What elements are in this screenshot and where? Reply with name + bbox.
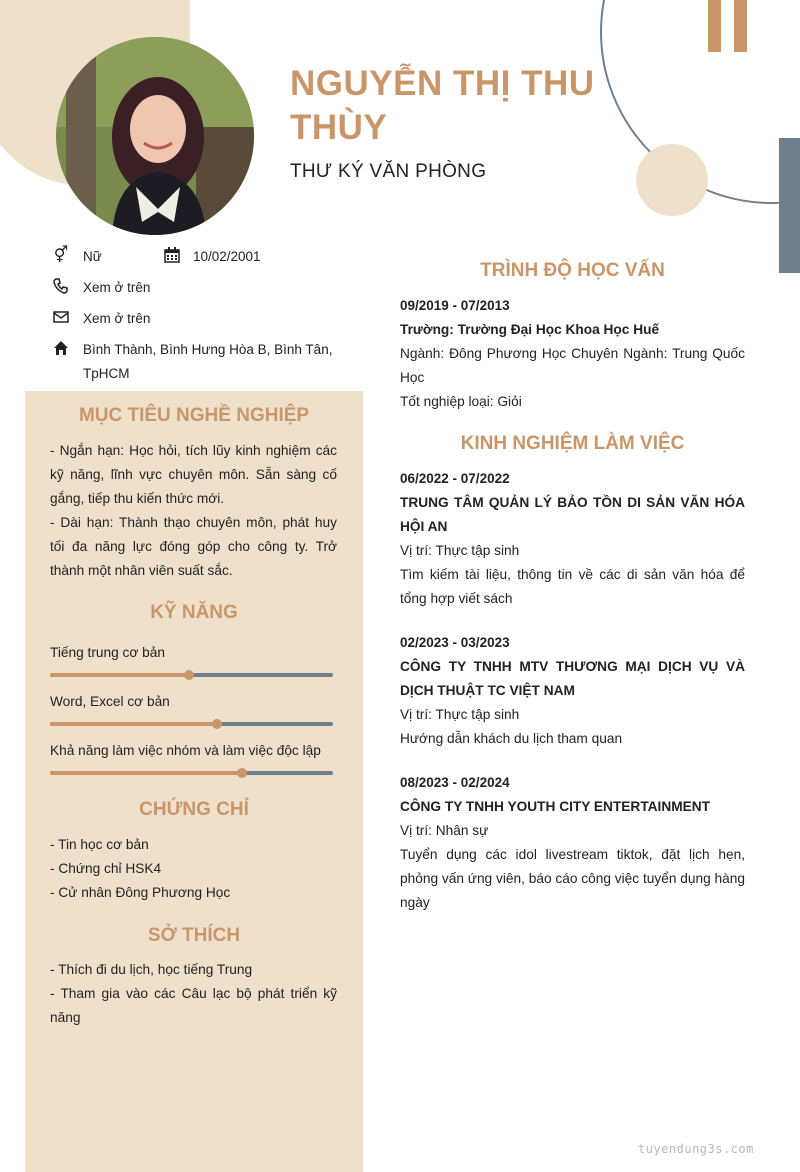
education-grade: Tốt nghiệp loại: Giỏi <box>400 394 522 409</box>
job-position: Vị trí: Nhân sự <box>400 823 489 838</box>
calendar-icon <box>163 247 181 265</box>
certificate-item: - Cử nhân Đông Phương Học <box>50 885 231 900</box>
hobbies-heading: SỞ THÍCH <box>147 925 241 946</box>
home-icon <box>52 340 70 358</box>
job-date: 02/2023 - 03/2023 <box>400 635 510 650</box>
skill-level-3 <box>50 771 333 775</box>
hobby-item: - Tham gia vào các Câu lạc bộ phát triển kỹ năng <box>50 986 337 1025</box>
skill-level-fill <box>50 722 217 726</box>
job-company: CÔNG TY TNHH MTV THƯƠNG MẠI DỊCH VỤ VÀ DỊCH THUẬT TC VIỆT NAM <box>400 659 745 698</box>
objective-heading: MỤC TIÊU NGHỀ NGHIỆP <box>78 405 310 426</box>
decor-side-bar <box>779 138 800 273</box>
job-position: Vị trí: Thực tập sinh <box>400 707 520 722</box>
decor-bar-1 <box>708 0 721 52</box>
skill-label-1: Tiếng trung cơ bản <box>50 645 165 660</box>
experience-heading: KINH NGHIỆM LÀM VIỆC <box>460 433 685 454</box>
skill-label-2: Word, Excel cơ bản <box>50 694 170 709</box>
gender-value: Nữ <box>83 249 102 264</box>
job-title: THƯ KÝ VĂN PHÒNG <box>290 161 487 182</box>
certificates-heading: CHỨNG CHỈ <box>139 799 249 820</box>
profile-photo <box>56 37 254 235</box>
decor-beige-dot <box>636 144 708 216</box>
certificate-item: - Tin học cơ bản <box>50 837 149 852</box>
watermark: tuyendung3s.com <box>638 1142 754 1156</box>
job-date: 08/2023 - 02/2024 <box>400 775 510 790</box>
education-school: Trường: Trường Đại Học Khoa Học Huế <box>400 322 660 337</box>
job-company: TRUNG TÂM QUẢN LÝ BẢO TỒN DI SẢN VĂN HÓA HỘI AN <box>400 495 745 534</box>
skill-level-knob <box>212 719 222 729</box>
objective-short-term: - Ngắn hạn: Học hỏi, tích lũy kinh nghiệm các kỹ năng, lĩnh vực chuyên môn. Sẵn sàng cố gắng, tiếp thu kiến thức mới. <box>50 443 337 506</box>
objective-long-term: - Dài hạn: Thành thạo chuyên môn, phát huy tối đa năng lực đóng góp cho công ty. Trở thành một nhân viên suất sắc. <box>50 515 337 578</box>
job-description: Tuyển dụng các idol livestream tiktok, đặt lịch hẹn, phỏng vấn ứng viên, báo cáo công việc tuyển dụng hàng ngày <box>400 847 745 910</box>
birthdate-value: 10/02/2001 <box>193 249 261 264</box>
education-major: Ngành: Đông Phương Học Chuyên Ngành: Trung Quốc Học <box>400 346 745 385</box>
job-company: CÔNG TY TNHH YOUTH CITY ENTERTAINMENT <box>400 799 711 814</box>
address-value: Bình Thành, Bình Hưng Hòa B, Bình Tân, TpHCM <box>83 342 333 381</box>
education-date: 09/2019 - 07/2013 <box>400 298 510 313</box>
email-icon <box>52 309 70 327</box>
skills-heading: KỸ NĂNG <box>150 602 238 623</box>
skill-level-knob <box>184 670 194 680</box>
job-date: 06/2022 - 07/2022 <box>400 471 510 486</box>
education-heading: TRÌNH ĐỘ HỌC VẤN <box>480 260 665 281</box>
phone-value: Xem ở trên <box>83 280 151 295</box>
hobby-item: - Thích đi du lịch, học tiếng Trung <box>50 962 253 977</box>
phone-icon <box>52 278 70 296</box>
email-value: Xem ở trên <box>83 311 151 326</box>
candidate-name: NGUYỄN THỊ THU THÙY <box>290 64 595 147</box>
certificate-item: - Chứng chỉ HSK4 <box>50 861 162 876</box>
gender-icon: ⚥ <box>53 247 69 264</box>
skill-level-fill <box>50 673 189 677</box>
skill-level-2 <box>50 722 333 726</box>
decor-bar-2 <box>734 0 747 52</box>
job-description: Tìm kiếm tài liệu, thông tin về các di sản văn hóa để tổng hợp viết sách <box>400 567 745 606</box>
skill-level-1 <box>50 673 333 677</box>
skill-level-fill <box>50 771 242 775</box>
job-description: Hướng dẫn khách du lịch tham quan <box>400 731 623 746</box>
job-position: Vị trí: Thực tập sinh <box>400 543 520 558</box>
skill-label-3: Khả năng làm việc nhóm và làm việc độc lập <box>50 743 321 758</box>
